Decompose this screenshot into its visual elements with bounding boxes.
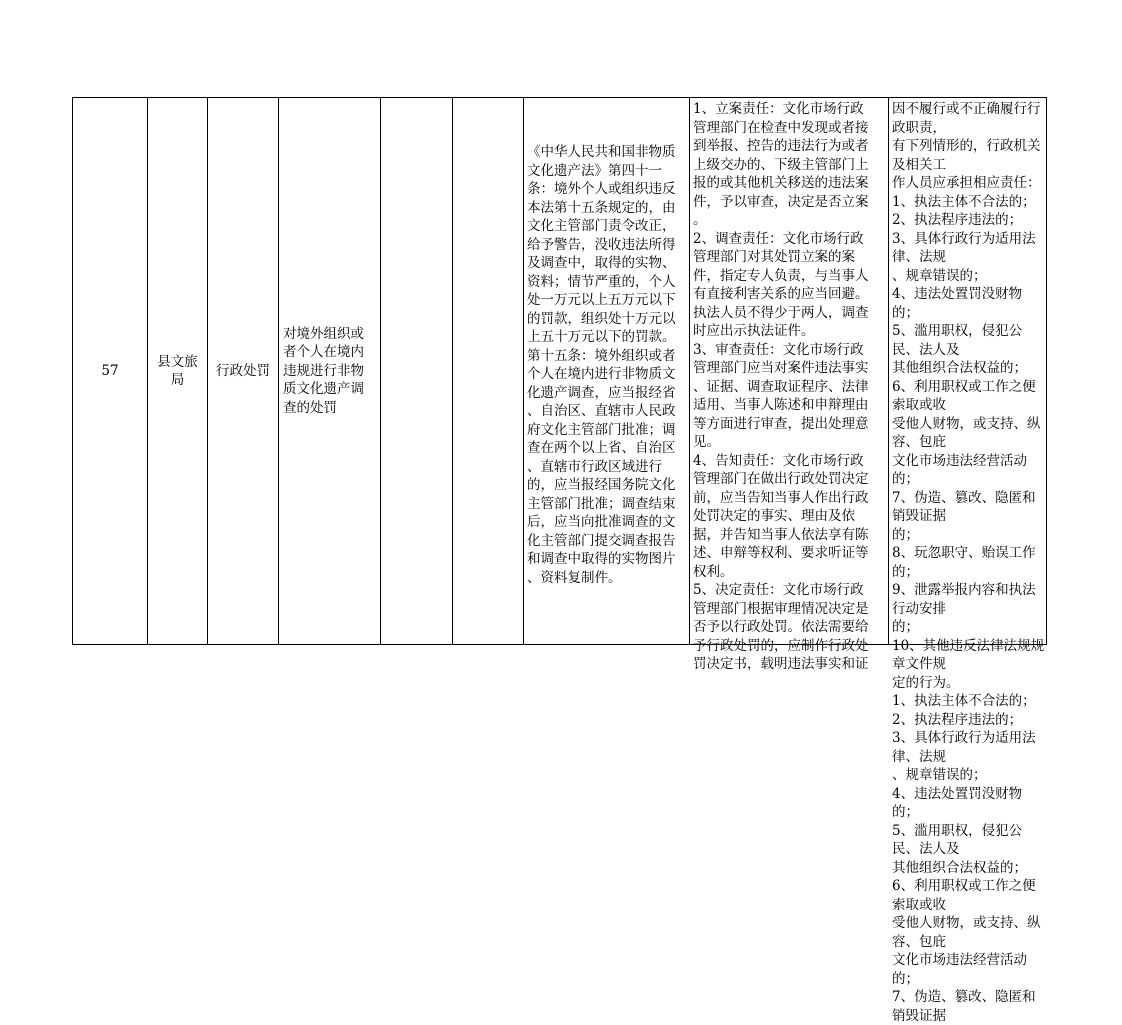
department: 县文旅 局	[157, 353, 198, 388]
row-number-cell	[73, 98, 147, 644]
legal-basis: 《中华人民共和国非物质 文化遗产法》第四十一 条：境外个人或组织违反 本法第十五条规定的，由 文化主管部门责令改正， 给予警告，没收违法所得 及调查中，取得的实物、 资料；情节严重的，个人 处一万元以上五万元以下 的罚款，组织处十万元以 上五十万元以下的罚款。 第十五条：境外组织或者 个人在境内进行非物质文 化遗产调查，应当报经省 、自治区、直辖市人民政 府文化主管部门批准；调 查在两个以上省、自治区 、直辖市行政区域进行 的，应当报经国务院文化 主管部门批准；调查结束 后，应当向批准调查的文 化主管部门提交调查报告 和调查中取得的实物图片 、资料复制件。	[527, 144, 676, 586]
item-name-cell	[278, 98, 380, 644]
department-cell	[147, 98, 207, 644]
responsibility-text: 1、立案责任：文化市场行政 管理部门在检查中发现或者接 到举报、控告的违法行为或者 上级交办的、下级主管部门上 报的或其他机关移送的违法案 件，予以审查，决定是否立案 。 2、调查责任：文化市场行政 管理部门对其处罚立案的案 件，指定专人负责，与当事人 有直接利害关系的应当回避。 执法人员不得少于两人，调查 时应出示执法证件。 3、审查责任：文化市场行政 管理部门应当对案件违法事实 、证据、调查取证程序、法律 适用、当事人陈述和申辩理由 等方面进行审查，提出处理意 见。 4、告知责任：文化市场行政 管理部门在做出行政处罚决定 前，应当告知当事人作出行政 处罚决定的事实、理由及依 据，并告知当事人依法享有陈 述、申辩等权利、要求听证等 权利。 5、决定责任：文化市场行政 管理部门根据审理情况决定是 否予以行政处罚。依法需要给 予行政处罚的，应制作行政处 罚决定书，载明违法事实和证	[693, 101, 869, 672]
row-number: 57	[101, 362, 119, 379]
responsibility-cell	[689, 98, 888, 672]
legal-basis-cell	[523, 98, 689, 644]
blank-cell	[452, 98, 523, 644]
item-name: 对境外组织或 者个人在境内 违规进行非物 质文化遗产调 查的处罚	[283, 325, 364, 416]
sub-item-cell	[380, 98, 452, 644]
power-list-table	[72, 97, 1047, 1024]
accountability-cell	[888, 98, 1048, 1024]
category-cell	[207, 98, 278, 644]
power-category: 行政处罚	[216, 362, 270, 379]
accountability-text: 因不履行或不正确履行行政职责， 有下列情形的，行政机关及相关工 作人员应承担相应责任： 1、执法主体不合法的； 2、执法程序违法的； 3、具体行政行为适用法律、法规 、规章错误的； 4、违法处置罚没财物的； 5、滥用职权，侵犯公民、法人及 其他组织合法权益的； 6、利用职权或工作之便索取或收 受他人财物，或支持、纵容、包庇 文化市场违法经营活动的； 7、伪造、篡改、隐匿和销毁证据 的； 8、玩忽职守、贻误工作的； 9、泄露举报内容和执法行动安排 的； 10、其他违反法律法规规章文件规 定的行为。 1、执法主体不合法的； 2、执法程序违法的； 3、具体行政行为适用法律、法规 、规章错误的； 4、违法处置罚没财物的； 5、滥用职权，侵犯公民、法人及 其他组织合法权益的； 6、利用职权或工作之便索取或收 受他人财物，或支持、纵容、包庇 文化市场违法经营活动的； 7、伪造、篡改、隐匿和销毁证据	[892, 101, 1045, 1024]
